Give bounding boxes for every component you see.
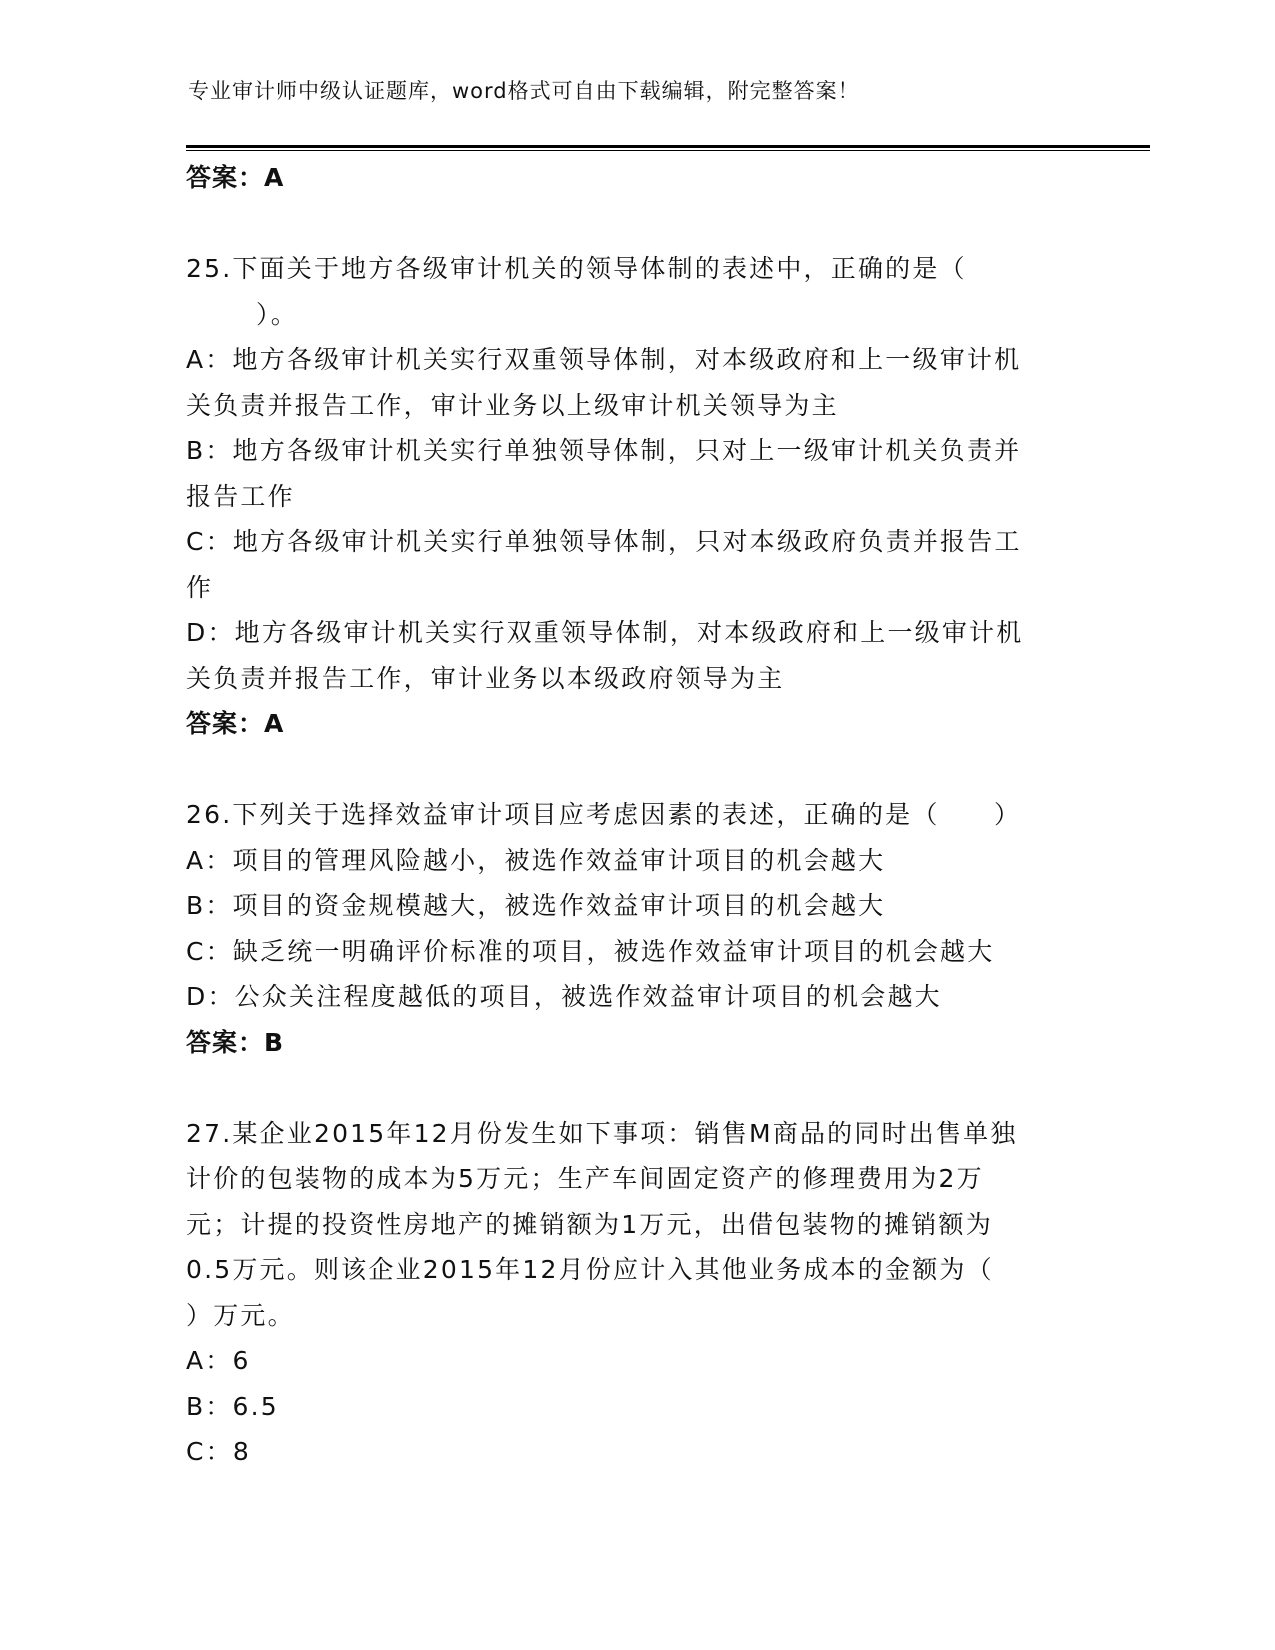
- option-line: D：公众关注程度越低的项目，被选作效益审计项目的机会越大: [186, 982, 942, 1011]
- spacer: [186, 747, 1086, 793]
- question-stem: 计价的包装物的成本为5万元；生产车间固定资产的修理费用为2万: [186, 1164, 984, 1193]
- option-line: B：6.5: [186, 1391, 279, 1421]
- option-line: A：6: [186, 1346, 251, 1375]
- answer-line: 答案：B: [186, 1027, 285, 1057]
- option-line: 报告工作: [186, 481, 295, 511]
- question-block: [186, 246, 1086, 747]
- option-line: B：地方各级审计机关实行单独领导体制，只对上一级审计机关负责并: [186, 436, 1022, 465]
- option-line: 关负责并报告工作，审计业务以上级审计机关领导为主: [186, 390, 839, 420]
- question-block: [186, 1111, 1086, 1475]
- question-stem: 25.下面关于地方各级审计机关的领导体制的表述中，正确的是（: [186, 254, 967, 283]
- question-stem: 26.下列关于选择效益审计项目应考虑因素的表述，正确的是（ ）: [186, 800, 1022, 829]
- spacer: [186, 201, 1086, 247]
- question-stem: 元；计提的投资性房地产的摊销额为1万元，出借包装物的摊销额为: [186, 1209, 993, 1239]
- page-header: 专业审计师中级认证题库，word格式可自由下载编辑，附完整答案！: [188, 79, 860, 103]
- question-stem: ）万元。: [186, 1300, 295, 1330]
- option-line: 关负责并报告工作，审计业务以本级政府领导为主: [186, 663, 785, 693]
- option-line: A：地方各级审计机关实行双重领导体制，对本级政府和上一级审计机: [186, 345, 1022, 374]
- option-line: 作: [186, 572, 214, 602]
- option-line: A：项目的管理风险越小，被选作效益审计项目的机会越大: [186, 845, 886, 875]
- option-line: D：地方各级审计机关实行双重领导体制，对本级政府和上一级审计机: [186, 618, 1024, 647]
- question-stem: 0.5万元。则该企业2015年12月份应计入其他业务成本的金额为（: [186, 1255, 994, 1284]
- question-stem: 27.某企业2015年12月份发生如下事项：销售M商品的同时出售单独: [186, 1118, 1018, 1148]
- question-block: [186, 792, 1086, 1065]
- header-rule-thin: [186, 150, 1150, 151]
- option-line: B：项目的资金规模越大，被选作效益审计项目的机会越大: [186, 891, 886, 920]
- answer-line: 答案：A: [186, 163, 285, 192]
- spacer: [186, 1065, 1086, 1111]
- header-rule-thick: [186, 145, 1150, 148]
- answer-line: 答案：A: [186, 709, 285, 738]
- option-line: C：缺乏统一明确评价标准的项目，被选作效益审计项目的机会越大: [186, 936, 995, 966]
- question-content: [186, 155, 1086, 1475]
- option-line: C：8: [186, 1437, 251, 1466]
- option-line: C：地方各级审计机关实行单独领导体制，只对本级政府负责并报告工: [186, 527, 1022, 556]
- question-stem: ）。: [256, 299, 298, 329]
